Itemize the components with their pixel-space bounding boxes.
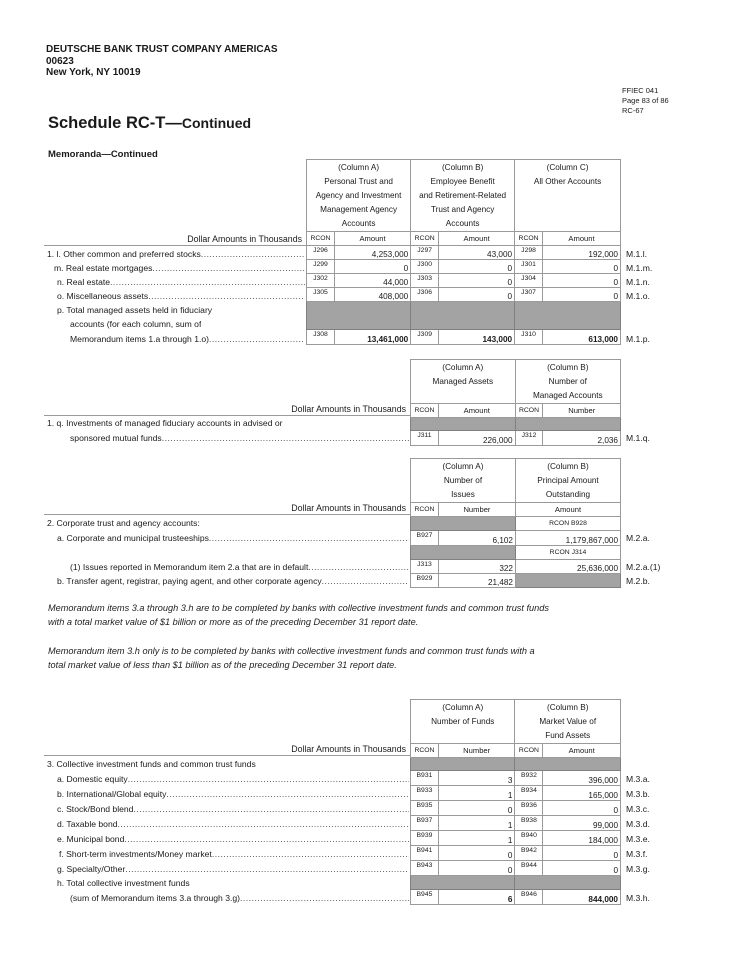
note-line: Memorandum items 3.a through 3.h are to be completed by banks with collective investment funds and common trust funds (48, 603, 549, 613)
shaded-cell (515, 758, 621, 771)
rcon-code: B944 (515, 861, 543, 876)
number-cell[interactable]: 6,102 (438, 531, 515, 546)
shaded-cell (515, 574, 620, 588)
table-collective-funds (410, 699, 621, 905)
divider (44, 415, 410, 416)
rcon-code: J304 (515, 274, 543, 288)
rcon-code: B938 (515, 816, 543, 831)
instruction-note (48, 644, 535, 672)
rcon-code: J307 (515, 288, 543, 302)
rcon-code: J305 (307, 288, 335, 302)
column-c-header (515, 160, 621, 232)
row-label: d. Taxable bond ..... (57, 819, 409, 829)
col-label: (Column A) (442, 462, 484, 471)
rcon-code: J313 (411, 560, 439, 574)
col-label: Principal Amount (537, 476, 599, 485)
row-label: e. Municipal bond ..... (57, 834, 409, 844)
amount-cell[interactable]: 613,000 (543, 330, 621, 345)
col-label: (Column B) (547, 363, 589, 372)
shaded-cell (515, 302, 621, 330)
rcon-code: J303 (411, 274, 439, 288)
rcon-header: RCON (411, 744, 439, 758)
amount-cell[interactable]: 43,000 (439, 246, 515, 260)
rcon-code: B933 (411, 786, 439, 801)
rcon-header: RCON (411, 404, 439, 418)
dollar-amounts-label: Dollar Amounts in Thousands (291, 503, 406, 513)
row-label: g. Specialty/Other ..... (57, 864, 409, 874)
table-row (411, 431, 621, 446)
number-cell[interactable]: 0 (438, 846, 515, 861)
col-label: Number of (548, 377, 587, 386)
col-label: (Column A) (338, 163, 380, 172)
amount-header: Amount (439, 232, 515, 246)
rcon-header: RCON (411, 232, 439, 246)
line-reference: M.3.e. (626, 834, 650, 844)
amount-cell[interactable]: 4,253,000 (334, 246, 410, 260)
col-label: Number of Funds (431, 717, 495, 726)
column-a-header (307, 160, 411, 232)
rcon-code: J301 (515, 260, 543, 274)
amount-cell[interactable]: 0 (543, 274, 621, 288)
amount-cell[interactable]: 192,000 (543, 246, 621, 260)
amount-header: Amount (543, 744, 621, 758)
col-label: (Column A) (442, 363, 484, 372)
line-reference: M.1.q. (626, 433, 650, 443)
number-cell[interactable]: 1 (438, 831, 515, 846)
rcon-header: RCON (515, 232, 543, 246)
shaded-cell (411, 546, 516, 560)
table-row (307, 246, 621, 260)
amount-cell[interactable]: 165,000 (543, 786, 621, 801)
table-row (411, 771, 621, 786)
amount-cell[interactable]: 396,000 (543, 771, 621, 786)
column-b-header (515, 459, 620, 503)
line-reference: M.3.d. (626, 819, 650, 829)
form-identifier (622, 86, 669, 116)
table-row (307, 288, 621, 302)
rcon-code: J312 (515, 431, 543, 446)
column-a-header (411, 459, 516, 503)
rcon-code: B946 (515, 890, 543, 905)
rcon-code: B934 (515, 786, 543, 801)
rcon-code: J302 (307, 274, 335, 288)
table-corporate-trust (410, 458, 621, 588)
dollar-amounts-label: Dollar Amounts in Thousands (291, 744, 406, 754)
shaded-row (411, 418, 621, 431)
row-label: Memorandum items 1.a through 1.o) ..... (70, 334, 305, 344)
rcon-code: B936 (515, 801, 543, 816)
row-label: a. Domestic equity ..... (57, 774, 409, 784)
number-header: Number (438, 503, 515, 517)
title-main: Schedule RC-T— (48, 114, 182, 132)
amount-header: Amount (543, 232, 621, 246)
row-label: 1. q. Investments of managed fiduciary accounts in advised or (47, 418, 283, 428)
shaded-cell (411, 302, 515, 330)
shaded-cell (411, 758, 515, 771)
rcon-code: B931 (411, 771, 439, 786)
amount-cell[interactable]: 0 (439, 274, 515, 288)
col-label: (Column A) (442, 703, 484, 712)
rcon-code: B939 (411, 831, 439, 846)
col-label: and Retirement-Related (419, 191, 507, 200)
amount-cell[interactable]: 0 (543, 260, 621, 274)
amount-cell[interactable]: 143,000 (439, 330, 515, 345)
rcon-code: RCON B928 (515, 517, 620, 531)
rcon-code: J306 (411, 288, 439, 302)
col-label: Number of (443, 476, 483, 485)
column-a-header (411, 700, 515, 744)
rcon-code: J299 (307, 260, 335, 274)
dollar-amounts-label: Dollar Amounts in Thousands (187, 234, 302, 244)
line-reference: M.1.n. (626, 277, 650, 287)
shaded-cell (411, 418, 516, 431)
shaded-cell (515, 418, 620, 431)
amount-header: Amount (515, 503, 620, 517)
number-cell[interactable]: 2,036 (543, 431, 621, 446)
number-cell[interactable]: 322 (438, 560, 515, 574)
row-label: p. Total managed assets held in fiduciary (57, 305, 213, 315)
divider (44, 514, 410, 515)
amount-cell[interactable]: 25,636,000 (515, 560, 620, 574)
table-row (411, 786, 621, 801)
amount-cell[interactable]: 0 (543, 288, 621, 302)
row-label: b. International/Global equity ..... (57, 789, 409, 799)
bank-info (46, 44, 278, 79)
col-label: (Column B) (441, 163, 484, 172)
rcon-code: J298 (515, 246, 543, 260)
amount-header: Amount (438, 404, 515, 418)
divider (44, 755, 410, 756)
column-b-header (515, 700, 621, 744)
rcon-header: RCON (515, 744, 543, 758)
number-cell[interactable]: 6 (438, 890, 515, 905)
rcon-code: J309 (411, 330, 439, 345)
note-line: Memorandum item 3.h only is to be completed by banks with collective investment funds and common trust funds with a (48, 646, 535, 656)
shaded-cell (411, 876, 515, 890)
bank-name: DEUTSCHE BANK TRUST COMPANY AMERICAS (46, 44, 278, 55)
rcon-code: B940 (515, 831, 543, 846)
rcon-code: J311 (411, 431, 439, 446)
table-row (411, 801, 621, 816)
row-label: accounts (for each column, sum of (70, 319, 202, 329)
shaded-cell (515, 876, 621, 890)
rcon-code: B935 (411, 801, 439, 816)
note-line: with a total market value of $1 billion or more as of the preceding December 31 report date. (48, 617, 419, 627)
note-line: total market value of less than $1 billion as of the preceding December 31 report date. (48, 660, 397, 670)
line-reference: M.1.p. (626, 334, 650, 344)
table-row (307, 274, 621, 288)
page-number: Page 83 of 86 (622, 96, 669, 105)
rcon-code: J296 (307, 246, 335, 260)
rcon-code: B941 (411, 846, 439, 861)
line-reference: M.3.a. (626, 774, 650, 784)
rcon-code: B937 (411, 816, 439, 831)
col-label: (Column C) (546, 163, 589, 172)
number-cell[interactable]: 0 (438, 861, 515, 876)
rcon-code: B943 (411, 861, 439, 876)
col-label: Managed Assets (432, 377, 494, 386)
amount-cell[interactable]: 0 (543, 846, 621, 861)
rcon-code: B932 (515, 771, 543, 786)
section-label: 3. Collective investment funds and common trust funds (47, 759, 256, 769)
number-cell[interactable]: 1 (438, 786, 515, 801)
divider (44, 245, 306, 246)
rcon-code: B945 (411, 890, 439, 905)
amount-cell[interactable]: 184,000 (543, 831, 621, 846)
col-label: (Column B) (547, 462, 589, 471)
rcon-code: J310 (515, 330, 543, 345)
number-cell[interactable]: 1 (438, 816, 515, 831)
table-row (411, 574, 621, 588)
table-row (411, 560, 621, 574)
line-reference: M.2.a. (626, 533, 650, 543)
section-label: 2. Corporate trust and agency accounts: (47, 518, 200, 528)
number-cell[interactable]: 3 (438, 771, 515, 786)
form-number: FFIEC 041 (622, 86, 659, 95)
page-title (48, 114, 251, 133)
line-reference: M.3.h. (626, 893, 650, 903)
table-fiduciary-assets (306, 159, 621, 345)
number-cell[interactable]: 21,482 (438, 574, 515, 588)
bank-id: 00623 (46, 55, 74, 67)
row-label: a. Corporate and municipal trusteeships ..... (57, 533, 409, 543)
rcon-code: J308 (307, 330, 335, 345)
amount-cell[interactable]: 0 (439, 260, 515, 274)
amount-cell[interactable]: 13,461,000 (334, 330, 410, 345)
line-reference: M.3.f. (626, 849, 648, 859)
line-reference: M.3.b. (626, 789, 650, 799)
row-label: m. Real estate mortgages ..... (54, 263, 305, 273)
amount-cell[interactable]: 0 (439, 288, 515, 302)
table-row (411, 846, 621, 861)
rcon-header: RCON (307, 232, 335, 246)
row-label: 1. l. Other common and preferred stocks ..... (47, 249, 305, 259)
bank-city: New York, NY 10019 (46, 67, 141, 78)
line-reference: M.2.a.(1) (626, 562, 661, 572)
amount-cell[interactable]: 44,000 (334, 274, 410, 288)
amount-cell[interactable]: 0 (543, 801, 621, 816)
col-label: All Other Accounts (533, 177, 602, 186)
row-label: b. Transfer agent, registrar, paying agent, and other corporate agency ..... (57, 576, 409, 586)
col-label: Outstanding (545, 490, 591, 499)
table-row-total (307, 330, 621, 345)
table-row (411, 531, 621, 546)
section-subtitle: Memoranda—Continued (48, 149, 158, 160)
col-label: (Column B) (547, 703, 589, 712)
title-continued: Continued (181, 115, 252, 131)
amount-cell[interactable]: 99,000 (543, 816, 621, 831)
amount-cell[interactable]: 226,000 (438, 431, 515, 446)
amount-header: Amount (334, 232, 410, 246)
amount-cell[interactable]: 0 (334, 260, 410, 274)
col-label: Managed Accounts (532, 391, 603, 400)
col-label: Market Value of (539, 717, 597, 726)
line-reference: M.3.g. (626, 864, 650, 874)
shaded-cell (411, 517, 516, 531)
col-label: Issues (451, 490, 475, 499)
row-label: (sum of Memorandum items 3.a through 3.g) ..... (70, 893, 409, 903)
rcon-header: RCON (411, 503, 439, 517)
shaded-row (411, 876, 621, 890)
table-row (307, 260, 621, 274)
amount-cell[interactable]: 0 (543, 861, 621, 876)
column-b-header (515, 360, 620, 404)
amount-cell[interactable]: 844,000 (543, 890, 621, 905)
shaded-cell (307, 302, 411, 330)
column-b-header (411, 160, 515, 232)
table-row (411, 861, 621, 876)
row-label: (1) Issues reported in Memorandum item 2.a that are in default ..... (70, 562, 409, 572)
rcon-code: B942 (515, 846, 543, 861)
line-reference: M.3.c. (626, 804, 650, 814)
rcon-header: RCON (515, 404, 543, 418)
row-label: n. Real estate ..... (57, 277, 305, 287)
page-code: RC-67 (622, 106, 644, 115)
shaded-row (411, 758, 621, 771)
col-label: Personal Trust and (324, 177, 393, 186)
rcon-code: J300 (411, 260, 439, 274)
dollar-amounts-label: Dollar Amounts in Thousands (291, 404, 406, 414)
col-label: Fund Assets (545, 731, 591, 740)
column-a-header (411, 360, 516, 404)
row-label: h. Total collective investment funds (57, 878, 190, 888)
table-mutual-funds (410, 359, 621, 446)
number-cell[interactable]: 0 (438, 801, 515, 816)
table-row (411, 816, 621, 831)
col-label: Trust and Agency (430, 205, 495, 214)
table-row-total (411, 890, 621, 905)
col-label: Accounts (445, 219, 480, 228)
instruction-note (48, 601, 549, 629)
line-reference: M.2.b. (626, 576, 650, 586)
col-label: Employee Benefit (430, 177, 495, 186)
amount-cell[interactable]: 1,179,867,000 (515, 531, 620, 546)
row-label: sponsored mutual funds ..... (70, 433, 409, 443)
line-reference: M.1.l. (626, 249, 648, 259)
rcon-code: J297 (411, 246, 439, 260)
rcon-code: B927 (411, 531, 439, 546)
shaded-row (307, 302, 621, 330)
row-label: c. Stock/Bond blend ..... (57, 804, 409, 814)
row-label: f. Short-term investments/Money market ..... (59, 849, 409, 859)
col-label: Accounts (341, 219, 376, 228)
col-label: Agency and Investment (315, 191, 402, 200)
row-label: o. Miscellaneous assets ..... (57, 291, 305, 301)
col-label: Management Agency (320, 205, 398, 214)
rcon-code: RCON J314 (515, 546, 620, 560)
amount-cell[interactable]: 408,000 (334, 288, 410, 302)
table-row (411, 831, 621, 846)
rcon-code: B929 (411, 574, 439, 588)
line-reference: M.1.m. (626, 263, 653, 273)
line-reference: M.1.o. (626, 291, 650, 301)
number-header: Number (438, 744, 515, 758)
number-header: Number (543, 404, 621, 418)
